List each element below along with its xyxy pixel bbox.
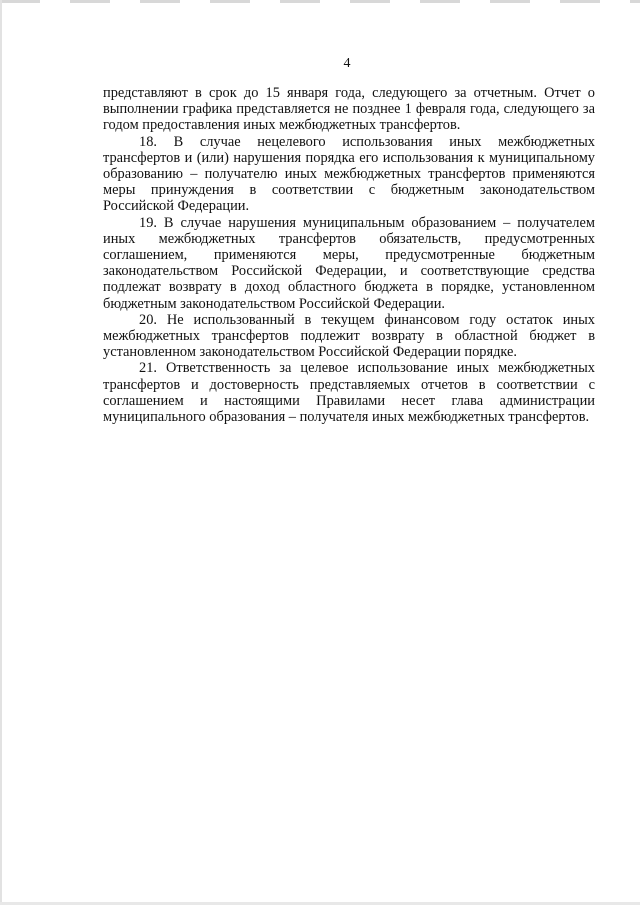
paragraph-21: 21. Ответственность за целевое использование иных межбюджетных трансфертов и достоверность представляемых отчетов в соответствии с соглашением и настоящими Правилами несет глава администрации муниципального образования – получателя иных межбюджетных трансфертов. <box>103 360 595 426</box>
scan-edge-top <box>0 0 640 3</box>
page-number: 4 <box>343 56 351 71</box>
scan-edge-left <box>0 0 2 905</box>
paragraph-20: 20. Не использованный в текущем финансовом году остаток иных межбюджетных трансфертов подлежит возврату в областной бюджет в установленном законодательством Российской Федерации порядке. <box>103 311 595 361</box>
document-body <box>103 85 595 425</box>
paragraph-19: 19. В случае нарушения муниципальным образованием – получателем иных межбюджетных трансфертов обязательств, предусмотренных соглашением, применяются меры, предусмотренные бюджетным законодательством Российской Федерации, и соответствующие средства подлежат возврату в доход областного бюджета в порядке, установленном бюджетным законодательством Российской Федерации. <box>103 214 595 312</box>
paragraph-18: 18. В случае нецелевого использования иных межбюджетных трансфертов и (или) нарушения порядка его использования к муниципальному образованию – получателю иных межбюджетных трансфертов применяются меры принуждения в соответствии с бюджетным законодательством Российской Федерации. <box>103 133 595 215</box>
paragraph-continuation: представляют в срок до 15 января года, следующего за отчетным. Отчет о выполнении графика представляется не позднее 1 февраля года, следующего за годом предоставления иных межбюджетных трансфертов. <box>103 85 595 134</box>
